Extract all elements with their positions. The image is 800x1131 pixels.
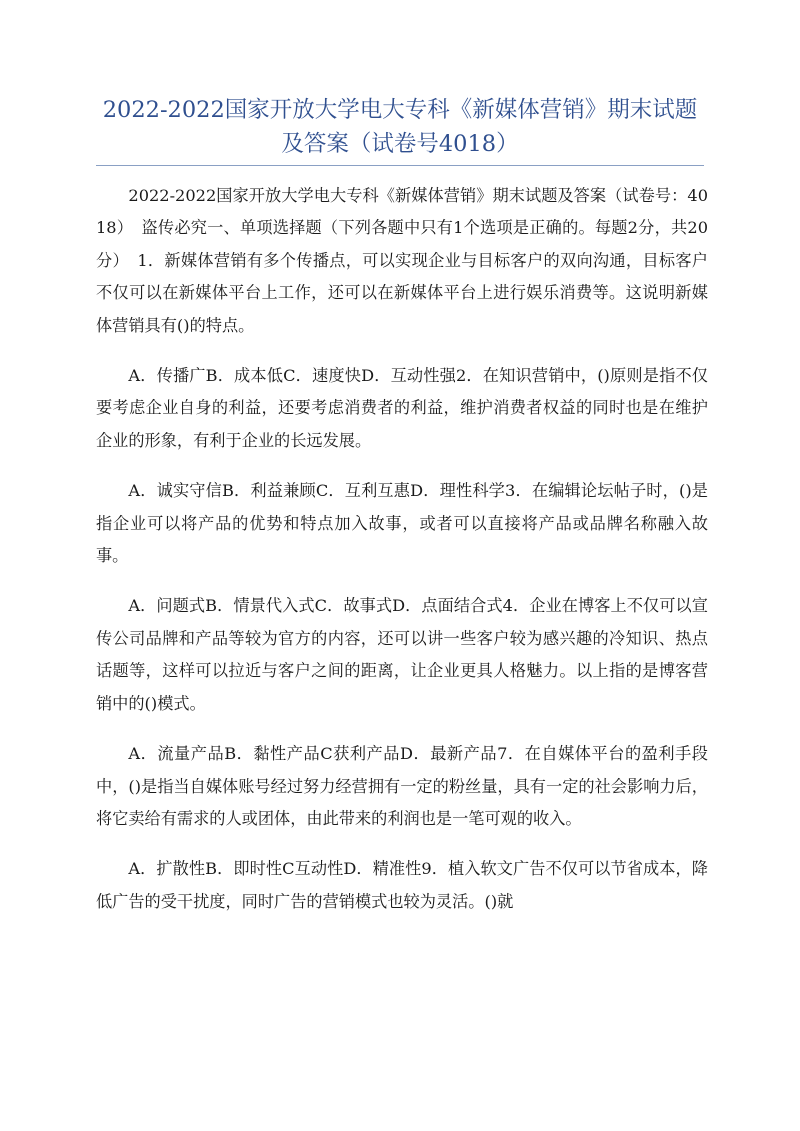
paragraph-options-1-question-2: A．传播广B．成本低C．速度快D．互动性强2．在知识营销中，()原则是指不仅要考虑企业自身的利益，还要考虑消费者的利益，维护消费者权益的同时也是在维护企业的形象，有利于企业的长远发展。 xyxy=(96,366,708,450)
document-body xyxy=(96,180,708,936)
title-divider xyxy=(96,165,704,166)
paragraph-options-question-9: A．扩散性B．即时性C互动性D．精准性9．植入软文广告不仅可以节省成本，降低广告的受干扰度，同时广告的营销模式也较为灵活。()就 xyxy=(96,859,708,911)
paragraph-options-question-7: A．流量产品B．黏性产品C获利产品D．最新产品7．在自媒体平台的盈利手段中，()是指当自媒体账号经过努力经营拥有一定的粉丝量，具有一定的社会影响力后，将它卖给有需求的人或团体，由此带来的利润也是一笔可观的收入。 xyxy=(96,744,708,828)
page-title: 2022-2022国家开放大学电大专科《新媒体营销》期末试题及答案（试卷号4018） xyxy=(102,97,698,157)
paragraph-intro-question-1: 2022-2022国家开放大学电大专科《新媒体营销》期末试题及答案（试卷号：4018） 盗传必究一、单项选择题（下列各题中只有1个选项是正确的。每题2分，共20分） 1．新媒体营销有多个传播点，可以实现企业与目标客户的双向沟通，目标客户不仅可以在新媒体平台上工作，还可以在新媒体平台上进行娱乐消费等。这说明新媒体营销具有()的特点。 xyxy=(96,186,708,335)
paragraph-options-3-question-4: A．问题式B．情景代入式C．故事式D．点面结合式4．企业在博客上不仅可以宣传公司品牌和产品等较为官方的内容，还可以讲一些客户较为感兴趣的冷知识、热点话题等，这样可以拉近与客户之间的距离，让企业更具人格魅力。以上指的是博客营销中的()模式。 xyxy=(96,596,708,713)
paragraph-options-2-question-3: A．诚实守信B．利益兼顾C．互利互惠D．理性科学3．在编辑论坛帖子时，()是指企业可以将产品的优势和特点加入故事，或者可以直接将产品或品牌名称融入故事。 xyxy=(96,481,708,566)
